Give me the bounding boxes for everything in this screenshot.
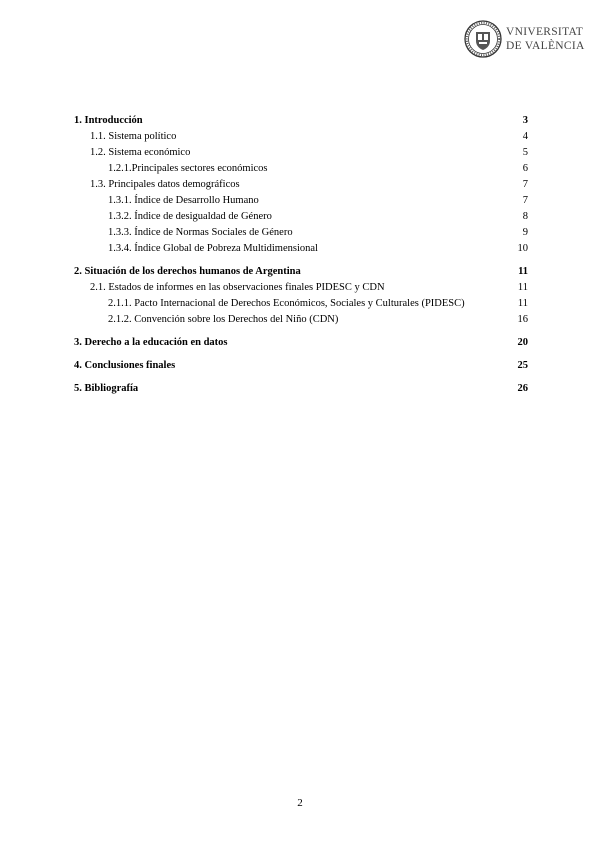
toc-entry[interactable]	[74, 129, 528, 145]
toc-entry[interactable]	[74, 264, 528, 280]
toc-entry-page: 7	[522, 179, 528, 190]
toc-entry[interactable]	[74, 241, 528, 257]
toc-entry-title: 1.1. Sistema político	[90, 131, 177, 142]
toc-entry-page: 11	[517, 298, 528, 309]
toc-entry-title: 5. Bibliografía	[74, 383, 139, 394]
toc-entry[interactable]	[74, 280, 528, 296]
toc-entry-title: 2.1.1. Pacto Internacional de Derechos Económicos, Sociales y Culturales (PIDESC)	[108, 298, 465, 309]
toc-entry[interactable]	[74, 296, 528, 312]
toc-entry[interactable]	[74, 335, 528, 351]
university-seal-icon	[464, 20, 502, 58]
toc-entry-page: 20	[517, 337, 528, 348]
toc-entry[interactable]	[74, 225, 528, 241]
toc-entry[interactable]	[74, 381, 528, 397]
toc-entry-title: 1.3.3. Índice de Normas Sociales de Género	[108, 227, 293, 238]
logo-line-1: VNIVERSITAT	[506, 26, 584, 38]
toc-entry-page: 7	[522, 195, 528, 206]
toc-entry[interactable]	[74, 113, 528, 129]
toc-entry-title: 1.3.4. Índice Global de Pobreza Multidimensional	[108, 243, 318, 254]
toc-entry-title: 2.1. Estados de informes en las observaciones finales PIDESC y CDN	[90, 282, 385, 293]
toc-entry-page: 25	[517, 360, 528, 371]
toc-entry-title: 2.1.2. Convención sobre los Derechos del Niño (CDN)	[108, 314, 339, 325]
toc-entry-page: 6	[522, 163, 528, 174]
toc-entry-page: 9	[522, 227, 528, 238]
toc-entry[interactable]	[74, 312, 528, 328]
toc-entry-page: 16	[517, 314, 528, 325]
toc-entry[interactable]	[74, 161, 528, 177]
toc-entry-page: 4	[522, 131, 528, 142]
university-logo	[464, 20, 585, 60]
toc-entry-title: 1.2.1.Principales sectores económicos	[108, 163, 268, 174]
page-number: 2	[297, 797, 303, 809]
toc-entry-page: 8	[522, 211, 528, 222]
toc-entry-page: 26	[517, 383, 528, 394]
table-of-contents	[74, 113, 528, 397]
toc-entry[interactable]	[74, 358, 528, 374]
toc-entry-page: 5	[522, 147, 528, 158]
toc-entry[interactable]	[74, 193, 528, 209]
toc-entry-title: 3. Derecho a la educación en datos	[74, 337, 228, 348]
toc-entry-title: 1.3.2. Índice de desigualdad de Género	[108, 211, 272, 222]
toc-entry-page: 3	[522, 115, 528, 126]
toc-entry-page: 10	[517, 243, 528, 254]
logo-line-2: DE VALÈNCIA	[506, 40, 585, 52]
toc-entry-title: 1.3.1. Índice de Desarrollo Humano	[108, 195, 259, 206]
university-logo-text	[506, 25, 585, 53]
toc-entry[interactable]	[74, 209, 528, 225]
toc-entry-page: 11	[518, 266, 528, 277]
toc-entry-title: 1. Introducción	[74, 115, 143, 126]
toc-entry-title: 1.3. Principales datos demográficos	[90, 179, 240, 190]
toc-entry-title: 4. Conclusiones finales	[74, 360, 176, 371]
toc-entry[interactable]	[74, 177, 528, 193]
toc-entry-page: 11	[517, 282, 528, 293]
toc-entry-title: 1.2. Sistema económico	[90, 147, 191, 158]
toc-entry[interactable]	[74, 145, 528, 161]
toc-entry-title: 2. Situación de los derechos humanos de Argentina	[74, 266, 301, 277]
